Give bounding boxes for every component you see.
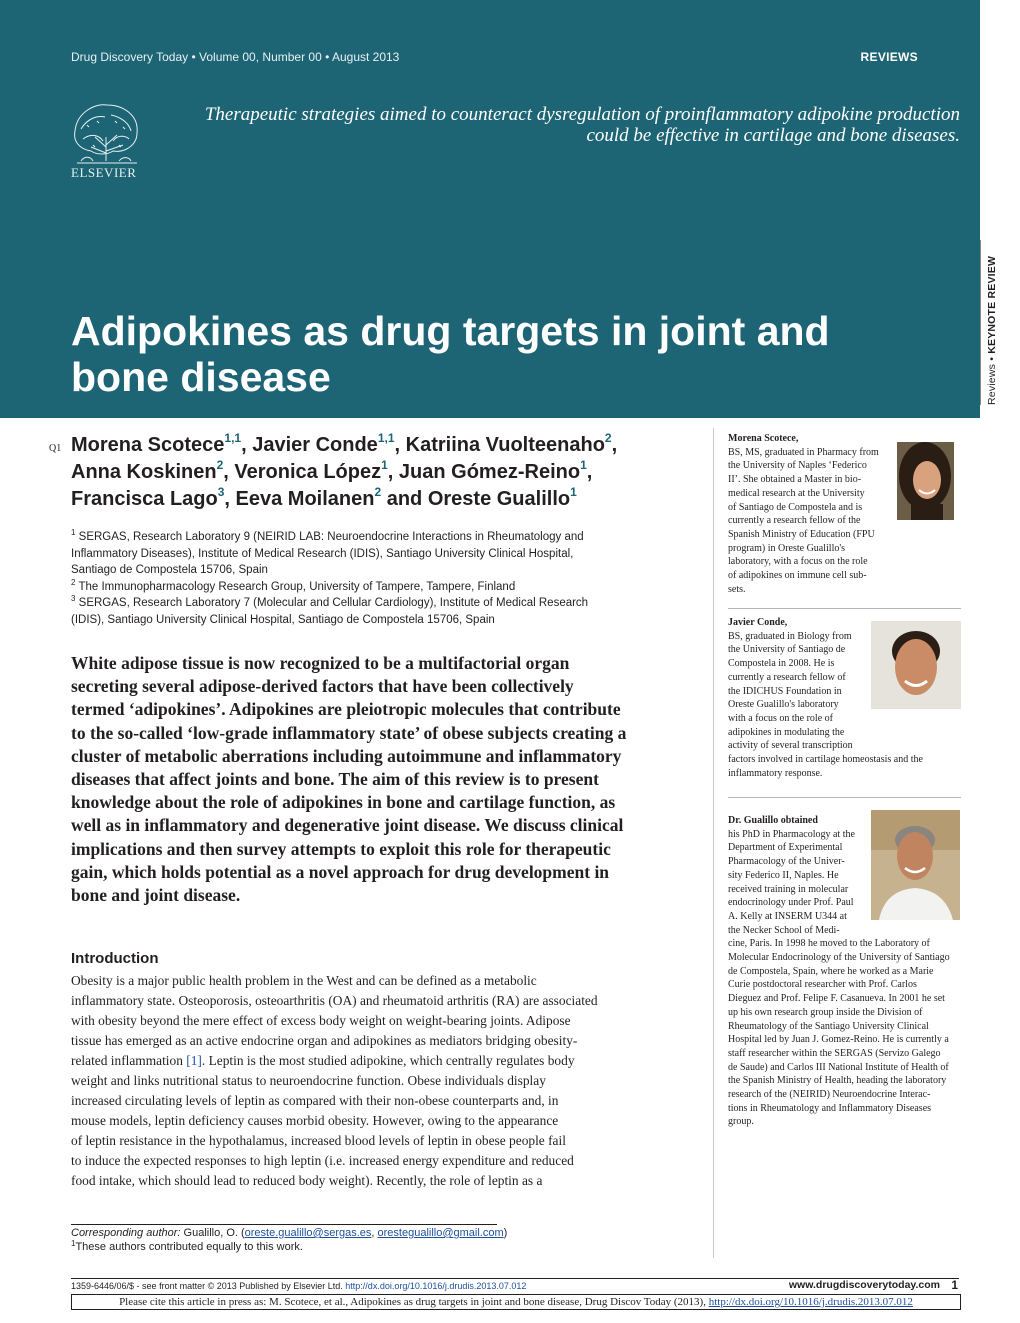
abstract [71,652,699,907]
affiliation-number: 3 [71,594,76,603]
bio-conde [728,616,961,780]
bio-name: Dr. Gualillo obtained [728,815,818,826]
bio-line: the Spanish Ministry of Health, heading the laboratory [728,1075,947,1087]
affiliation-line: SERGAS, Research Laboratory 7 (Molecular and Cellular Cardiology), Institute of Medical Research [78,597,589,609]
bio-line: research of the (NEIRID) Neuroendocrine Interac- [728,1089,931,1101]
bio-line: received training in molecular [728,883,849,895]
side-tab [980,240,1010,405]
author-list [71,432,701,513]
bio-line: the IDICHUS Foundation in [728,685,842,697]
affiliation-line: Santiago de Compostela 15706, Spain [71,564,268,576]
affiliation-number: 1 [71,528,76,537]
citation-link[interactable]: [1] [186,1053,202,1068]
side-tab-text [986,256,998,405]
bio-line: Molecular Endocrinology of the University of Santiago [728,952,950,964]
body-text: related inflammation [71,1053,187,1068]
bio-separator [728,797,961,798]
citation-box [71,1294,961,1310]
affiliation-line: The Immunopharmacology Research Group, University of Tampere, Tampere, Finland [78,580,516,593]
author-name: Oreste Gualillo [427,488,571,510]
bio-line: II’. She obtained a Master in bio- [728,474,862,486]
bio-line: Spanish Ministry of Education (FPU [728,528,875,540]
bio-line: Department of Experimental [728,842,843,854]
bio-line: the University of Naples ‘Federico [728,460,867,472]
bio-name: Morena Scotece, [728,433,799,444]
issn-line [71,1281,526,1291]
bio-line: laboratory, with a focus on the role [728,556,868,568]
query-marker: Q1 [49,443,62,454]
author-separator: , [224,488,236,510]
abstract-line: implications and then survey attempts to exploit this role for therapeutic [71,838,611,859]
body-line: increased circulating levels of leptin as compared with their non-obese counterparts and, in [71,1093,559,1108]
affiliation-line: SERGAS, Research Laboratory 9 (NEIRID LAB: Neuroendocrine Interactions in Rheumatology and [78,531,584,543]
affiliation-item [71,595,641,628]
author-separator: , [394,434,406,456]
bio-line: currently a research fellow of [728,671,846,683]
bio-line: group. [728,1116,754,1128]
bio-line: with a focus on the role of [728,712,833,724]
citation-doi-link[interactable]: http://dx.doi.org/10.1016/j.drudis.2013.07.012 [708,1296,913,1308]
bio-line: tions in Rheumatology and Inflammatory Diseases [728,1102,932,1114]
author-separator: and [381,488,428,510]
affiliation-item [71,529,641,579]
footnote [71,1240,303,1255]
body-line: food intake, which should lead to reduced body weight). Recently, the role of leptin as a [71,1173,543,1188]
author-name: Javier Conde [252,434,378,456]
corresponding-author [71,1226,507,1241]
side-tab-prefix: Reviews • [986,353,998,405]
body-line: Obesity is a major public health problem in the West and can be defined as a metabolic [71,973,537,988]
author-affiliation-mark: 1 [580,458,587,472]
issn-text: 1359-6446/06/$ - see front matter © 2013 Published by Elsevier Ltd. [71,1281,346,1291]
body-text: . Leptin is the most studied adipokine, which centrally regulates body [201,1053,575,1068]
page-number: 1 [951,1278,958,1292]
footnote-rule [71,1224,497,1225]
article-tagline: Therapeutic strategies aimed to counteract dysregulation of proinflammatory adipokine production could be effective in cartilage and bone diseases. [204,104,960,146]
bio-line: Dieguez and Prof. Felipe F. Casanueva. In 2001 he set [728,993,945,1005]
publisher-logo-text: ELSEVIER [71,165,137,180]
author-name: Eeva Moilanen [235,488,375,510]
author-affiliation-mark: 3 [217,485,225,499]
bio-line: sets. [728,583,746,595]
column-divider [713,428,714,1258]
abstract-line: knowledge about the role of adipokines in bone and cartilage function, as [71,792,616,813]
author-name: Anna Koskinen [71,461,217,483]
bio-line: BS, graduated in Biology from [728,630,852,642]
bio-line: currently a research fellow of the [728,515,861,527]
bio-line: Pharmacology of the Univer- [728,856,845,868]
footnote-text: These authors contributed equally to this work. [75,1241,303,1253]
introduction-body [71,971,699,1191]
bio-line: Compostela in 2008. He is [728,658,835,670]
author-affiliation-mark: 1 [381,458,388,472]
bio-line: staff researcher within the SERGAS (Servizo Galego [728,1047,941,1059]
bio-line: BS, MS, graduated in Pharmacy from [728,446,879,458]
title-line-2: bone disease [71,354,331,400]
abstract-line: White adipose tissue is now recognized to be a multifactorial organ [71,653,570,673]
bio-line: Rheumatology of the Santiago University Clinical [728,1020,929,1032]
article-title [71,308,951,400]
body-line: mouse models, leptin deficiency causes morbid obesity. However, owing to the appearance [71,1113,559,1128]
journal-line: Drug Discovery Today • Volume 00, Number 00 • August 2013 [71,50,400,64]
footnote-mark: 1 [71,1239,76,1248]
body-line: inflammatory state. Osteoporosis, osteoarthritis (OA) and rheumatoid arthritis (RA) are associated [71,993,598,1008]
bio-line: adipokines in modulating the [728,726,845,738]
author-name: Katriina Vuolteenaho [405,434,605,456]
author-name: Morena Scotece [71,434,225,456]
author-separator: , [586,461,593,483]
abstract-line: gain, which holds potential as a novel approach for drug development in [71,861,610,882]
corresponding-name: Gualillo, O. ( [180,1227,245,1239]
author-separator: , [223,461,235,483]
bio-line: Oreste Gualillo's laboratory [728,699,839,711]
body-line [71,1051,699,1071]
body-line: weight and links nutritional status to neuroendocrine function. Obese individuals display [71,1073,546,1088]
corresponding-label: Corresponding author: [71,1227,181,1239]
body-line: with obesity beyond the mere effect of excess body weight on weight-bearing joints. Adipose [71,1013,571,1028]
author-name: Veronica López [234,461,382,483]
bio-line: inflammatory response. [728,767,823,779]
citation-text: Please cite this article in press as: M. Scotece, et al., Adipokines as drug targets in joint and bone disease, Drug Discov Today (2013), [119,1296,709,1308]
bio-line: factors involved in cartilage homeostasis and the [728,754,923,766]
bio-line: of Santiago de Compostela and is [728,501,863,513]
email-separator: , [371,1227,378,1239]
bio-line: Curie postdoctoral researcher with Prof. Carlos [728,979,917,991]
author-affiliation-mark: 2 [374,485,382,499]
abstract-line: secreting several adipose-derived factors that have been collectively [71,676,574,697]
bio-line: A. Kelly at INSERM U344 at [728,910,847,922]
author-separator: , [241,434,253,456]
affiliation-number: 2 [71,577,76,587]
abstract-line: well as in inflammatory and degenerative joint disease. We discuss clinical [71,815,624,836]
bio-scotece [728,432,961,596]
bio-line: de Saude) and Carlos III National Institute of Health of [728,1061,949,1073]
author-affiliation-mark: 1,1 [377,431,395,445]
bio-line: activity of several transcription [728,740,853,752]
bio-line: sity Federico II, Naples. He [728,869,839,881]
abstract-line: bone and joint disease. [71,885,241,906]
abstract-line: to the so-called ‘low-grade inflammatory state’ of obese subjects creating a [71,722,627,743]
affiliation-line: (IDIS), Santiago University Clinical Hospital, Santiago de Compostela 15706, Spain [71,613,495,626]
bio-line: Hospital led by Juan J. Gomez-Reino. He is currently a [728,1034,949,1046]
bio-line: the University of Santiago de [728,644,846,656]
bio-line: the Necker School of Medi- [728,924,840,936]
abstract-line: cluster of metabolic aberrations including autoimmune and inflammatory [71,745,622,766]
body-line: of leptin resistance in the hypothalamus, increased blood levels of leptin in obese people fail [71,1133,566,1148]
bio-line: up his own research group inside the Division of [728,1006,923,1018]
email-close: ) [503,1227,508,1239]
abstract-line: termed ‘adipokines’. Adipokines are pleiotropic molecules that contribute [71,699,621,720]
bio-name: Javier Conde, [728,617,788,628]
bio-line: de Compostela, Spain, where he worked as a Marie [728,965,934,977]
bio-line: endocrinology under Prof. Paul [728,897,854,909]
body-line: tissue has emerged as an active endocrine organ and adipokines as mediators bridging obesity- [71,1033,578,1048]
side-tab-label: KEYNOTE REVIEW [986,255,998,354]
author-separator: , [611,434,618,456]
abstract-line: diseases that affect joints and bone. The aim of this review is to present [71,769,599,790]
bio-separator [728,608,961,609]
author-affiliation-mark: 2 [216,458,224,472]
author-affiliation-mark: 1,1 [224,431,242,445]
bio-line: of adipokines on immune cell sub- [728,570,867,582]
email-link[interactable]: oreste.gualillo@sergas.es [244,1227,372,1239]
bio-line: program) in Oreste Gualillo's [728,542,846,554]
bio-gualillo [728,814,961,1129]
bio-line: medical research at the University [728,487,865,499]
affiliation-line: Inflammatory Diseases), Institute of Medical Research (IDIS), Santiago University Clinical Hospital, [71,547,574,560]
body-line: to induce the expected responses to high leptin (i.e. increased energy expenditure and reduced [71,1153,574,1168]
journal-website[interactable]: www.drugdiscoverytoday.com [788,1279,940,1291]
author-affiliation-mark: 1 [570,485,577,499]
bio-line: his PhD in Pharmacology at the [728,828,855,840]
bio-line: cine, Paris. In 1998 he moved to the Laboratory of [728,938,930,950]
doi-link[interactable]: http://dx.doi.org/10.1016/j.drudis.2013.07.012 [345,1281,527,1291]
email-link[interactable]: orestegualillo@gmail.com [377,1227,504,1239]
author-name: Juan Gómez-Reino [398,461,581,483]
author-separator: , [387,461,399,483]
section-label: REVIEWS [860,50,918,64]
affiliations [71,529,641,628]
affiliation-item [71,579,641,596]
header-banner [0,0,980,418]
author-name: Francisca Lago [71,488,218,510]
title-line-1: Adipokines as drug targets in joint and [71,308,830,354]
section-heading-introduction: Introduction [71,950,159,967]
author-affiliation-mark: 2 [604,431,612,445]
